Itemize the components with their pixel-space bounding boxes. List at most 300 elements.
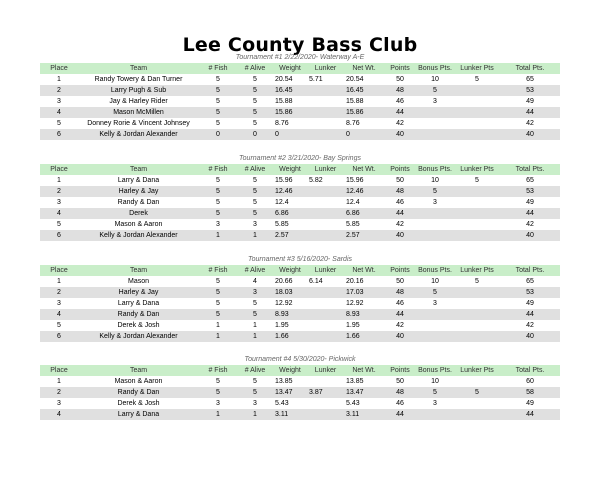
table-cell: 15.88	[275, 98, 293, 105]
table-cell: 2	[40, 387, 78, 398]
table-cell	[307, 331, 344, 342]
table-cell: 3.87	[307, 387, 344, 398]
table-cell: 1	[216, 322, 220, 329]
table-cell: 10	[431, 278, 439, 285]
table-cell: 20.16	[346, 278, 364, 285]
tournament-subtitle: Tournament #2 3/21/2020- Bay Springs	[239, 155, 361, 162]
table-cell: 5	[237, 107, 273, 118]
table-cell: 16.45	[273, 85, 307, 96]
table-row	[40, 129, 560, 140]
table-cell: 49	[526, 300, 534, 307]
table-cell: 3	[433, 300, 437, 307]
tournament-section	[40, 255, 560, 342]
column-header: # Alive	[237, 265, 273, 276]
table-cell: 12.46	[344, 186, 384, 197]
column-header: Lunker Pts	[454, 365, 500, 376]
column-header: Lunker Pts	[454, 265, 500, 276]
table-cell: 20.66	[275, 278, 293, 285]
table-cell	[416, 129, 454, 140]
table-cell: 53	[500, 186, 560, 197]
table-cell: 1	[57, 177, 61, 184]
table-cell: 44	[384, 309, 416, 320]
table-cell: 5	[216, 300, 220, 307]
results-table	[40, 164, 560, 241]
table-cell: 6.86	[344, 208, 384, 219]
table-row	[40, 74, 560, 85]
column-header: Place	[40, 265, 78, 276]
table-cell: 6	[40, 129, 78, 140]
table-cell: 13.85	[346, 378, 364, 385]
table-cell: 5	[57, 221, 61, 228]
column-header: Points	[384, 164, 416, 175]
table-cell	[307, 118, 344, 129]
table-cell: 4	[40, 409, 78, 420]
table-cell: 3	[253, 221, 257, 228]
table-row	[40, 85, 560, 96]
table-cell	[454, 320, 500, 331]
table-cell: Harley & Jay	[78, 287, 199, 298]
column-header: Points	[384, 365, 416, 376]
table-cell: Randy & Dan	[117, 199, 160, 206]
table-cell: Derek & Josh	[117, 322, 160, 329]
table-cell	[454, 398, 500, 409]
table-cell: 5	[454, 387, 500, 398]
column-header: Points	[384, 63, 416, 74]
table-cell	[416, 320, 454, 331]
table-cell: 48	[384, 287, 416, 298]
table-row	[40, 96, 560, 107]
table-cell	[454, 208, 500, 219]
table-row	[40, 175, 560, 186]
table-cell: 49	[526, 98, 534, 105]
table-cell: 44	[500, 309, 560, 320]
table-cell: 5	[199, 287, 237, 298]
tournament-subtitle: Tournament #1 2/22/2020- Waterway A-E	[235, 54, 365, 61]
column-header: Total Pts.	[500, 365, 560, 376]
table-cell: 3	[57, 199, 61, 206]
column-header: Net Wt.	[344, 164, 384, 175]
table-row	[40, 118, 560, 129]
table-cell	[416, 208, 454, 219]
table-row	[40, 230, 560, 241]
table-cell	[307, 320, 344, 331]
table-cell: 6	[40, 230, 78, 241]
table-cell: 18.03	[273, 287, 307, 298]
table-cell	[307, 85, 344, 96]
table-cell: 4	[40, 208, 78, 219]
column-header: Total Pts.	[500, 63, 560, 74]
table-header-row	[40, 164, 560, 175]
table-cell	[454, 298, 500, 309]
table-cell	[416, 309, 454, 320]
table-cell: 42	[526, 221, 534, 228]
column-header: Net Wt.	[344, 265, 384, 276]
table-cell: 40	[384, 331, 416, 342]
table-cell: 12.4	[275, 199, 289, 206]
table-cell: 12.46	[273, 186, 307, 197]
table-cell: 10	[431, 378, 439, 385]
table-cell	[307, 298, 344, 309]
column-header: Net Wt.	[344, 63, 384, 74]
table-cell	[307, 197, 344, 208]
table-cell: 5	[199, 107, 237, 118]
table-cell	[454, 96, 500, 107]
table-cell: 5	[216, 120, 220, 127]
table-cell: 42	[396, 221, 404, 228]
table-cell: 2.57	[344, 230, 384, 241]
table-cell: 5	[253, 177, 257, 184]
table-cell: 40	[384, 129, 416, 140]
table-cell: Harley & Jay	[78, 186, 199, 197]
tournament-section	[40, 154, 560, 241]
table-cell: 5	[253, 120, 257, 127]
table-cell	[307, 398, 344, 409]
table-cell: 8.76	[346, 120, 360, 127]
table-cell: 40	[500, 230, 560, 241]
column-header: Total Pts.	[500, 164, 560, 175]
table-cell	[416, 118, 454, 129]
table-cell	[307, 230, 344, 241]
table-cell: 5.85	[275, 221, 289, 228]
table-cell	[454, 219, 500, 230]
table-cell	[416, 219, 454, 230]
table-cell: 5	[216, 98, 220, 105]
table-cell: 3	[57, 400, 61, 407]
table-cell: 58	[500, 387, 560, 398]
table-cell: 12.92	[346, 300, 364, 307]
table-cell: 5	[199, 85, 237, 96]
table-cell: 40	[500, 129, 560, 140]
table-cell	[454, 376, 500, 387]
table-row	[40, 107, 560, 118]
table-cell: 10	[431, 177, 439, 184]
column-header: Place	[40, 63, 78, 74]
table-cell: 44	[500, 409, 560, 420]
table-cell: 1.95	[346, 322, 360, 329]
table-cell: 0	[237, 129, 273, 140]
table-cell: 15.88	[346, 98, 364, 105]
table-cell	[454, 85, 500, 96]
table-cell	[454, 230, 500, 241]
table-cell	[307, 107, 344, 118]
table-cell: 42	[396, 120, 404, 127]
table-cell	[454, 107, 500, 118]
table-cell: 13.85	[275, 378, 293, 385]
table-cell	[416, 230, 454, 241]
table-cell: 5	[57, 120, 61, 127]
tournament-section	[40, 53, 560, 140]
table-cell: 15.86	[273, 107, 307, 118]
table-cell: 5.43	[346, 400, 360, 407]
table-cell	[454, 331, 500, 342]
table-cell	[416, 331, 454, 342]
table-cell: 49	[526, 199, 534, 206]
column-header: Bonus Pts.	[416, 365, 454, 376]
results-table	[40, 365, 560, 420]
table-cell: Kelly & Jordan Alexander	[78, 129, 199, 140]
table-cell: 5	[253, 98, 257, 105]
table-cell: 10	[431, 76, 439, 83]
table-cell	[307, 287, 344, 298]
tournament-section	[40, 355, 560, 420]
table-row	[40, 387, 560, 398]
table-cell: 5	[216, 177, 220, 184]
table-cell: 42	[526, 322, 534, 329]
column-header: # Alive	[237, 365, 273, 376]
table-cell: 50	[396, 378, 404, 385]
table-cell: 5	[416, 85, 454, 96]
table-cell: 5	[253, 199, 257, 206]
table-cell: Jay & Harley Rider	[109, 98, 168, 105]
table-cell: Randy & Dan	[78, 387, 199, 398]
table-cell: 5	[237, 387, 273, 398]
table-cell: 50	[396, 76, 404, 83]
table-cell: Randy & Dan	[78, 309, 199, 320]
column-header: Place	[40, 365, 78, 376]
table-cell: 15.96	[275, 177, 293, 184]
table-cell: 5	[199, 208, 237, 219]
tournament-subtitle: Tournament #4 5/30/2020- Pickwick	[244, 356, 356, 363]
table-cell: 48	[384, 387, 416, 398]
table-cell: 44	[384, 208, 416, 219]
table-cell: 1	[237, 331, 273, 342]
table-cell	[307, 409, 344, 420]
table-cell: 1	[57, 76, 61, 83]
table-cell	[307, 309, 344, 320]
table-cell: 4	[40, 107, 78, 118]
table-cell: 1	[253, 322, 257, 329]
table-cell: 5	[416, 387, 454, 398]
table-cell: 46	[396, 98, 404, 105]
tournament-subtitle: Tournament #3 5/16/2020- Sardis	[247, 256, 353, 263]
table-cell: 5	[253, 300, 257, 307]
table-cell: 40	[500, 331, 560, 342]
table-cell	[416, 107, 454, 118]
column-header: Team	[78, 164, 199, 175]
table-cell: 12.4	[346, 199, 360, 206]
table-cell: 53	[500, 287, 560, 298]
table-row	[40, 376, 560, 387]
table-row	[40, 320, 560, 331]
table-cell: 12.92	[275, 300, 293, 307]
table-cell: 44	[384, 107, 416, 118]
table-cell: 1	[237, 230, 273, 241]
table-cell: Mason McMillen	[78, 107, 199, 118]
table-cell: 5	[199, 186, 237, 197]
table-cell	[454, 186, 500, 197]
table-cell: 0	[344, 129, 384, 140]
table-cell: 48	[384, 186, 416, 197]
table-cell: 5.71	[309, 76, 323, 83]
table-cell	[454, 129, 500, 140]
table-cell: 5	[216, 199, 220, 206]
table-cell: 46	[396, 300, 404, 307]
table-cell: 3.11	[344, 409, 384, 420]
table-cell: 65	[526, 177, 534, 184]
table-cell: 20.54	[275, 76, 293, 83]
table-cell	[454, 287, 500, 298]
table-cell: 13.47	[273, 387, 307, 398]
table-cell: 17.03	[344, 287, 384, 298]
table-cell: 3.11	[273, 409, 307, 420]
table-cell: 5	[216, 278, 220, 285]
column-header: # Fish	[199, 265, 237, 276]
column-header: Lunker Pts	[454, 164, 500, 175]
table-cell: 5	[475, 278, 479, 285]
table-cell: 5	[475, 177, 479, 184]
table-row	[40, 197, 560, 208]
table-cell: 6.14	[309, 278, 323, 285]
column-header: Lunker	[307, 164, 344, 175]
table-cell	[454, 118, 500, 129]
column-header: Net Wt.	[344, 365, 384, 376]
table-cell	[307, 186, 344, 197]
table-cell: 50	[396, 177, 404, 184]
table-cell: 5	[199, 387, 237, 398]
table-cell: 3	[57, 300, 61, 307]
table-cell: 3	[237, 287, 273, 298]
page-title: Lee County Bass Club	[182, 34, 418, 56]
table-cell	[307, 219, 344, 230]
table-cell: 8.93	[273, 309, 307, 320]
table-cell: 0	[199, 129, 237, 140]
table-cell: 5	[237, 309, 273, 320]
results-table	[40, 63, 560, 140]
table-cell	[454, 197, 500, 208]
table-cell: 5	[416, 186, 454, 197]
table-cell: 3	[433, 98, 437, 105]
table-header-row	[40, 265, 560, 276]
column-header: Weight	[273, 164, 307, 175]
column-header: Team	[78, 63, 199, 74]
table-cell: 2.57	[273, 230, 307, 241]
table-cell: 3	[57, 98, 61, 105]
column-header: Total Pts.	[500, 265, 560, 276]
table-cell: Kelly & Jordan Alexander	[78, 230, 199, 241]
table-cell: 2	[40, 186, 78, 197]
table-cell: 5	[253, 76, 257, 83]
table-cell: 1	[199, 331, 237, 342]
table-cell: 6	[40, 331, 78, 342]
column-header: Team	[78, 265, 199, 276]
table-cell: Mason & Aaron	[114, 378, 163, 385]
table-cell	[307, 96, 344, 107]
table-cell: 3	[216, 221, 220, 228]
table-cell: 65	[526, 278, 534, 285]
table-cell: 15.96	[346, 177, 364, 184]
table-header-row	[40, 63, 560, 74]
table-cell: 16.45	[344, 85, 384, 96]
table-cell: 5	[253, 378, 257, 385]
table-cell	[416, 409, 454, 420]
table-cell: Larry & Dana	[117, 300, 160, 307]
table-cell: 1	[57, 278, 61, 285]
table-cell: 5	[237, 85, 273, 96]
table-cell: 6.86	[273, 208, 307, 219]
table-row	[40, 331, 560, 342]
column-header: Weight	[273, 365, 307, 376]
table-cell: Donney Rorie & Vincent Johnsey	[87, 120, 190, 127]
table-cell: 5.82	[309, 177, 323, 184]
table-cell: Larry Pugh & Sub	[78, 85, 199, 96]
table-cell: Mason & Aaron	[114, 221, 163, 228]
table-cell: 42	[526, 120, 534, 127]
column-header: Lunker	[307, 365, 344, 376]
column-header: # Fish	[199, 63, 237, 74]
table-cell: 48	[384, 85, 416, 96]
column-header: Weight	[273, 265, 307, 276]
table-row	[40, 219, 560, 230]
table-cell: 1	[237, 409, 273, 420]
table-cell: 1	[57, 378, 61, 385]
table-cell: 50	[396, 278, 404, 285]
table-cell: 60	[526, 378, 534, 385]
column-header: # Alive	[237, 63, 273, 74]
table-cell: 5	[237, 208, 273, 219]
table-cell	[454, 409, 500, 420]
table-row	[40, 186, 560, 197]
table-cell: 40	[384, 230, 416, 241]
table-cell: 5	[216, 76, 220, 83]
table-cell: 13.47	[344, 387, 384, 398]
column-header: Bonus Pts.	[416, 63, 454, 74]
table-cell: 2	[40, 85, 78, 96]
table-cell: 44	[384, 409, 416, 420]
table-cell: 53	[500, 85, 560, 96]
table-cell: 3	[433, 400, 437, 407]
table-cell: 46	[396, 199, 404, 206]
table-row	[40, 276, 560, 287]
table-cell: 0	[273, 129, 307, 140]
table-cell: Mason	[127, 278, 149, 285]
column-header: Bonus Pts.	[416, 164, 454, 175]
table-cell: 49	[526, 400, 534, 407]
table-cell	[307, 129, 344, 140]
table-cell: 3	[216, 400, 220, 407]
table-cell: 44	[500, 107, 560, 118]
column-header: Lunker	[307, 265, 344, 276]
table-cell: 15.86	[344, 107, 384, 118]
column-header: Bonus Pts.	[416, 265, 454, 276]
table-cell: 4	[40, 309, 78, 320]
table-cell: 8.76	[275, 120, 289, 127]
table-cell: 65	[526, 76, 534, 83]
table-cell: 5	[475, 76, 479, 83]
table-row	[40, 398, 560, 409]
table-cell: Randy Towery & Dan Turner	[94, 76, 183, 83]
table-cell: Derek	[78, 208, 199, 219]
table-cell: 5.85	[346, 221, 360, 228]
table-cell: 44	[500, 208, 560, 219]
table-cell: 1.66	[344, 331, 384, 342]
table-header-row	[40, 365, 560, 376]
column-header: # Alive	[237, 164, 273, 175]
table-cell: 2	[40, 287, 78, 298]
table-cell: 1	[199, 409, 237, 420]
table-cell: 3	[253, 400, 257, 407]
table-cell	[454, 309, 500, 320]
table-row	[40, 298, 560, 309]
table-cell: 8.93	[344, 309, 384, 320]
table-cell: 1.95	[275, 322, 289, 329]
table-row	[40, 287, 560, 298]
table-cell: Larry & Dana	[117, 177, 160, 184]
table-cell	[307, 208, 344, 219]
table-cell: 1	[199, 230, 237, 241]
table-cell: 46	[396, 400, 404, 407]
column-header: # Fish	[199, 365, 237, 376]
table-cell: 3	[433, 199, 437, 206]
